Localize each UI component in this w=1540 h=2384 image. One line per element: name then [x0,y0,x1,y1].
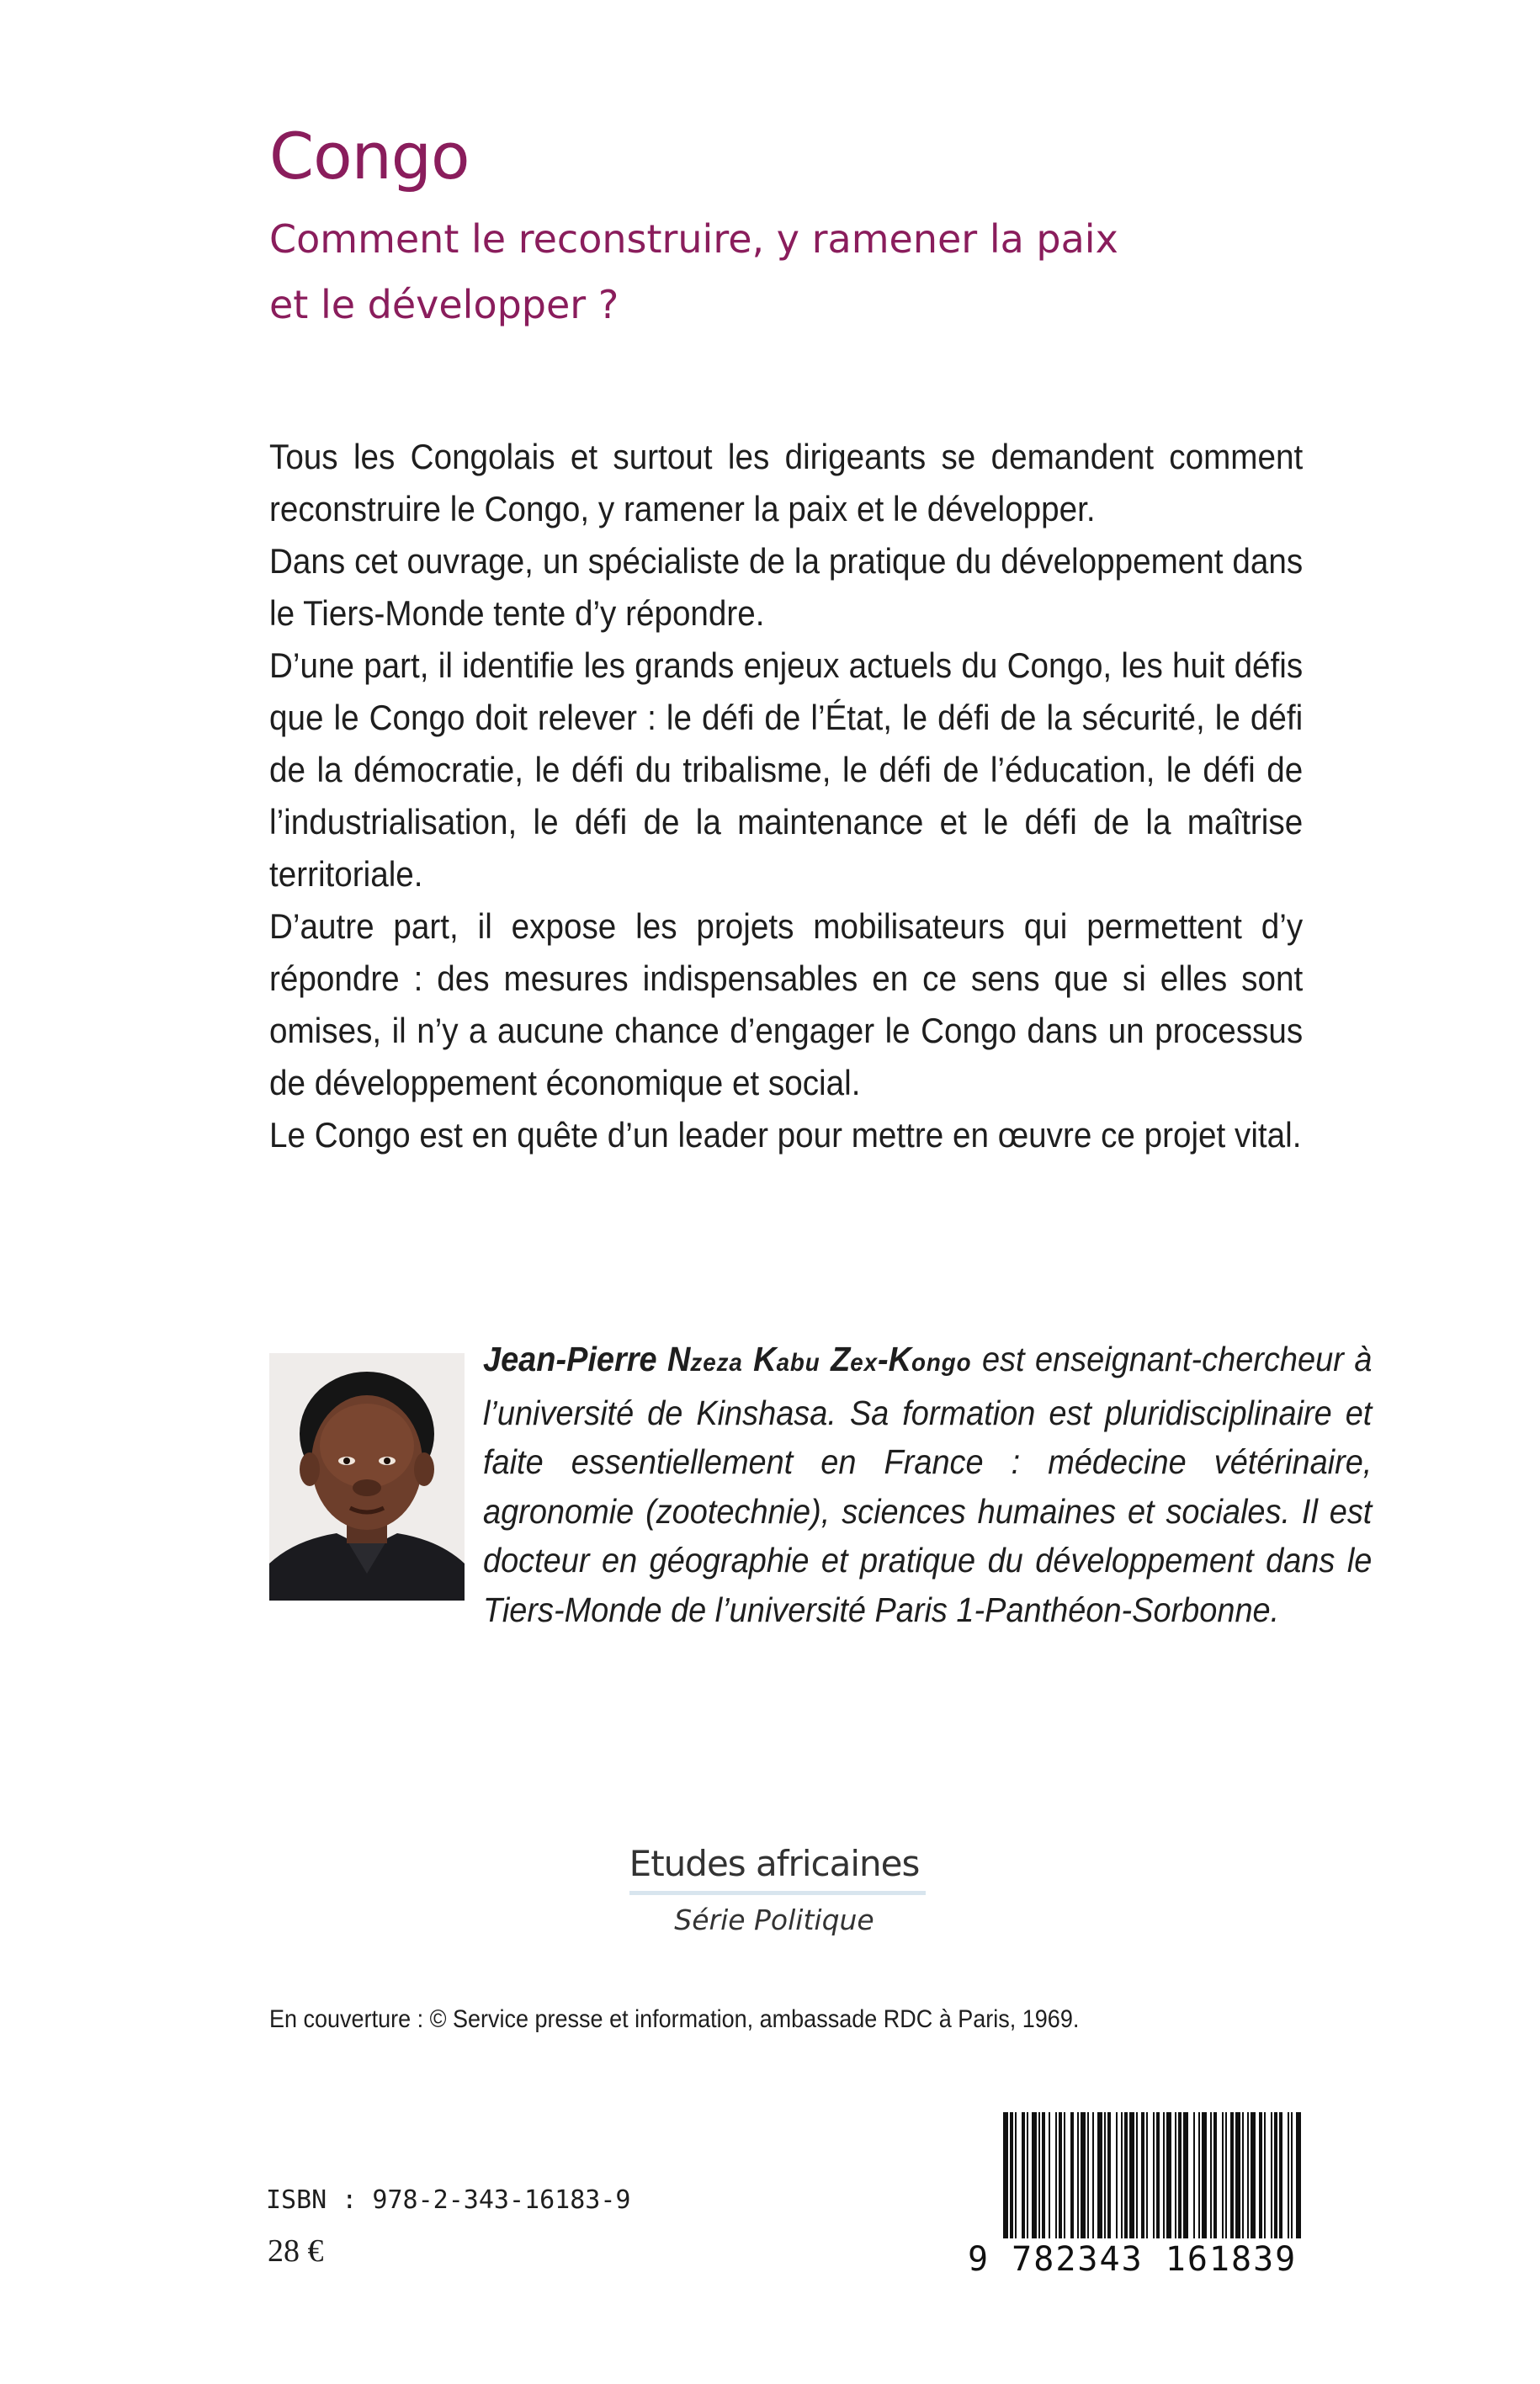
author-name-initial: K [753,1340,777,1378]
author-first-name: Jean-Pierre [483,1340,657,1378]
book-subtitle [269,206,1363,337]
author-bio-text: est enseignant-chercheur à l’université de Kinshasa. Sa formation est pluridisciplinaire et faite essentiellement en France : médecine vétérinaire, agronomie (zootechnie), sciences humaines et sociales. Il est docteur en géographie et pratique du développement dans le Tiers-Monde de l’université Paris 1-Panthéon-Sorbonne. [483,1340,1373,1629]
author-name-rest: abu [776,1349,820,1377]
cover-credit: En couverture : © Service presse et information, ambassade RDC à Paris, 1969. [269,2005,1080,2033]
series-name: Etudes africaines [629,1843,920,1884]
author-name-rest: ex [850,1349,879,1377]
author-name-initial: -K [878,1340,912,1378]
subtitle-line-1: Comment le reconstruire, y ramener la paix [269,216,1118,262]
author-name-initial: N [667,1340,691,1378]
synopsis-paragraph: Tous les Congolais et surtout les dirigeants se demandent comment reconstruire le Congo, y ramener la paix et le développer. [269,437,1304,528]
barcode-digits: 9 782343 161839 [968,2240,1298,2279]
subtitle-line-2: et le développer ? [269,282,619,327]
synopsis-paragraph: Le Congo est en quête d’un leader pour mettre en œuvre ce projet vital. [269,1115,1302,1155]
synopsis [269,431,1303,1161]
author-name-rest: zeza [690,1349,743,1377]
barcode [968,2112,1304,2280]
author-bio [483,1335,1372,1634]
book-title: Congo [269,119,470,194]
author-portrait-illustration [269,1353,465,1601]
series-subtitle: Série Politique [674,1903,874,1936]
synopsis-paragraph: D’autre part, il expose les projets mobilisateurs qui permettent d’y répondre : des mesures indispensables en ce sens que si elles sont omises, il n’y a aucune chance d’engager le Congo dans un processus de développement économique et social. [269,906,1304,1102]
author-name [483,1340,972,1378]
author-name-initial: Z [831,1340,851,1378]
synopsis-paragraph: Dans cet ouvrage, un spécialiste de la pratique du développement dans le Tiers-Monde tente d’y répondre. [269,541,1304,633]
synopsis-paragraph: D’une part, il identifie les grands enjeux actuels du Congo, les huit défis que le Congo doit relever : le défi de l’État, le défi de la sécurité, le défi de la démocratie, le défi du tribalisme, le défi de l’éducation, le défi de l’industrialisation, le défi de la maintenance et le défi de la maîtrise territoriale. [269,645,1304,894]
series-block [614,1843,934,1936]
series-divider [629,1891,926,1895]
author-name-rest: ongo [911,1349,972,1377]
isbn: ISBN : 978-2-343-16183-9 [266,2185,631,2215]
price: 28 € [268,2233,324,2269]
author-photo [269,1353,465,1601]
